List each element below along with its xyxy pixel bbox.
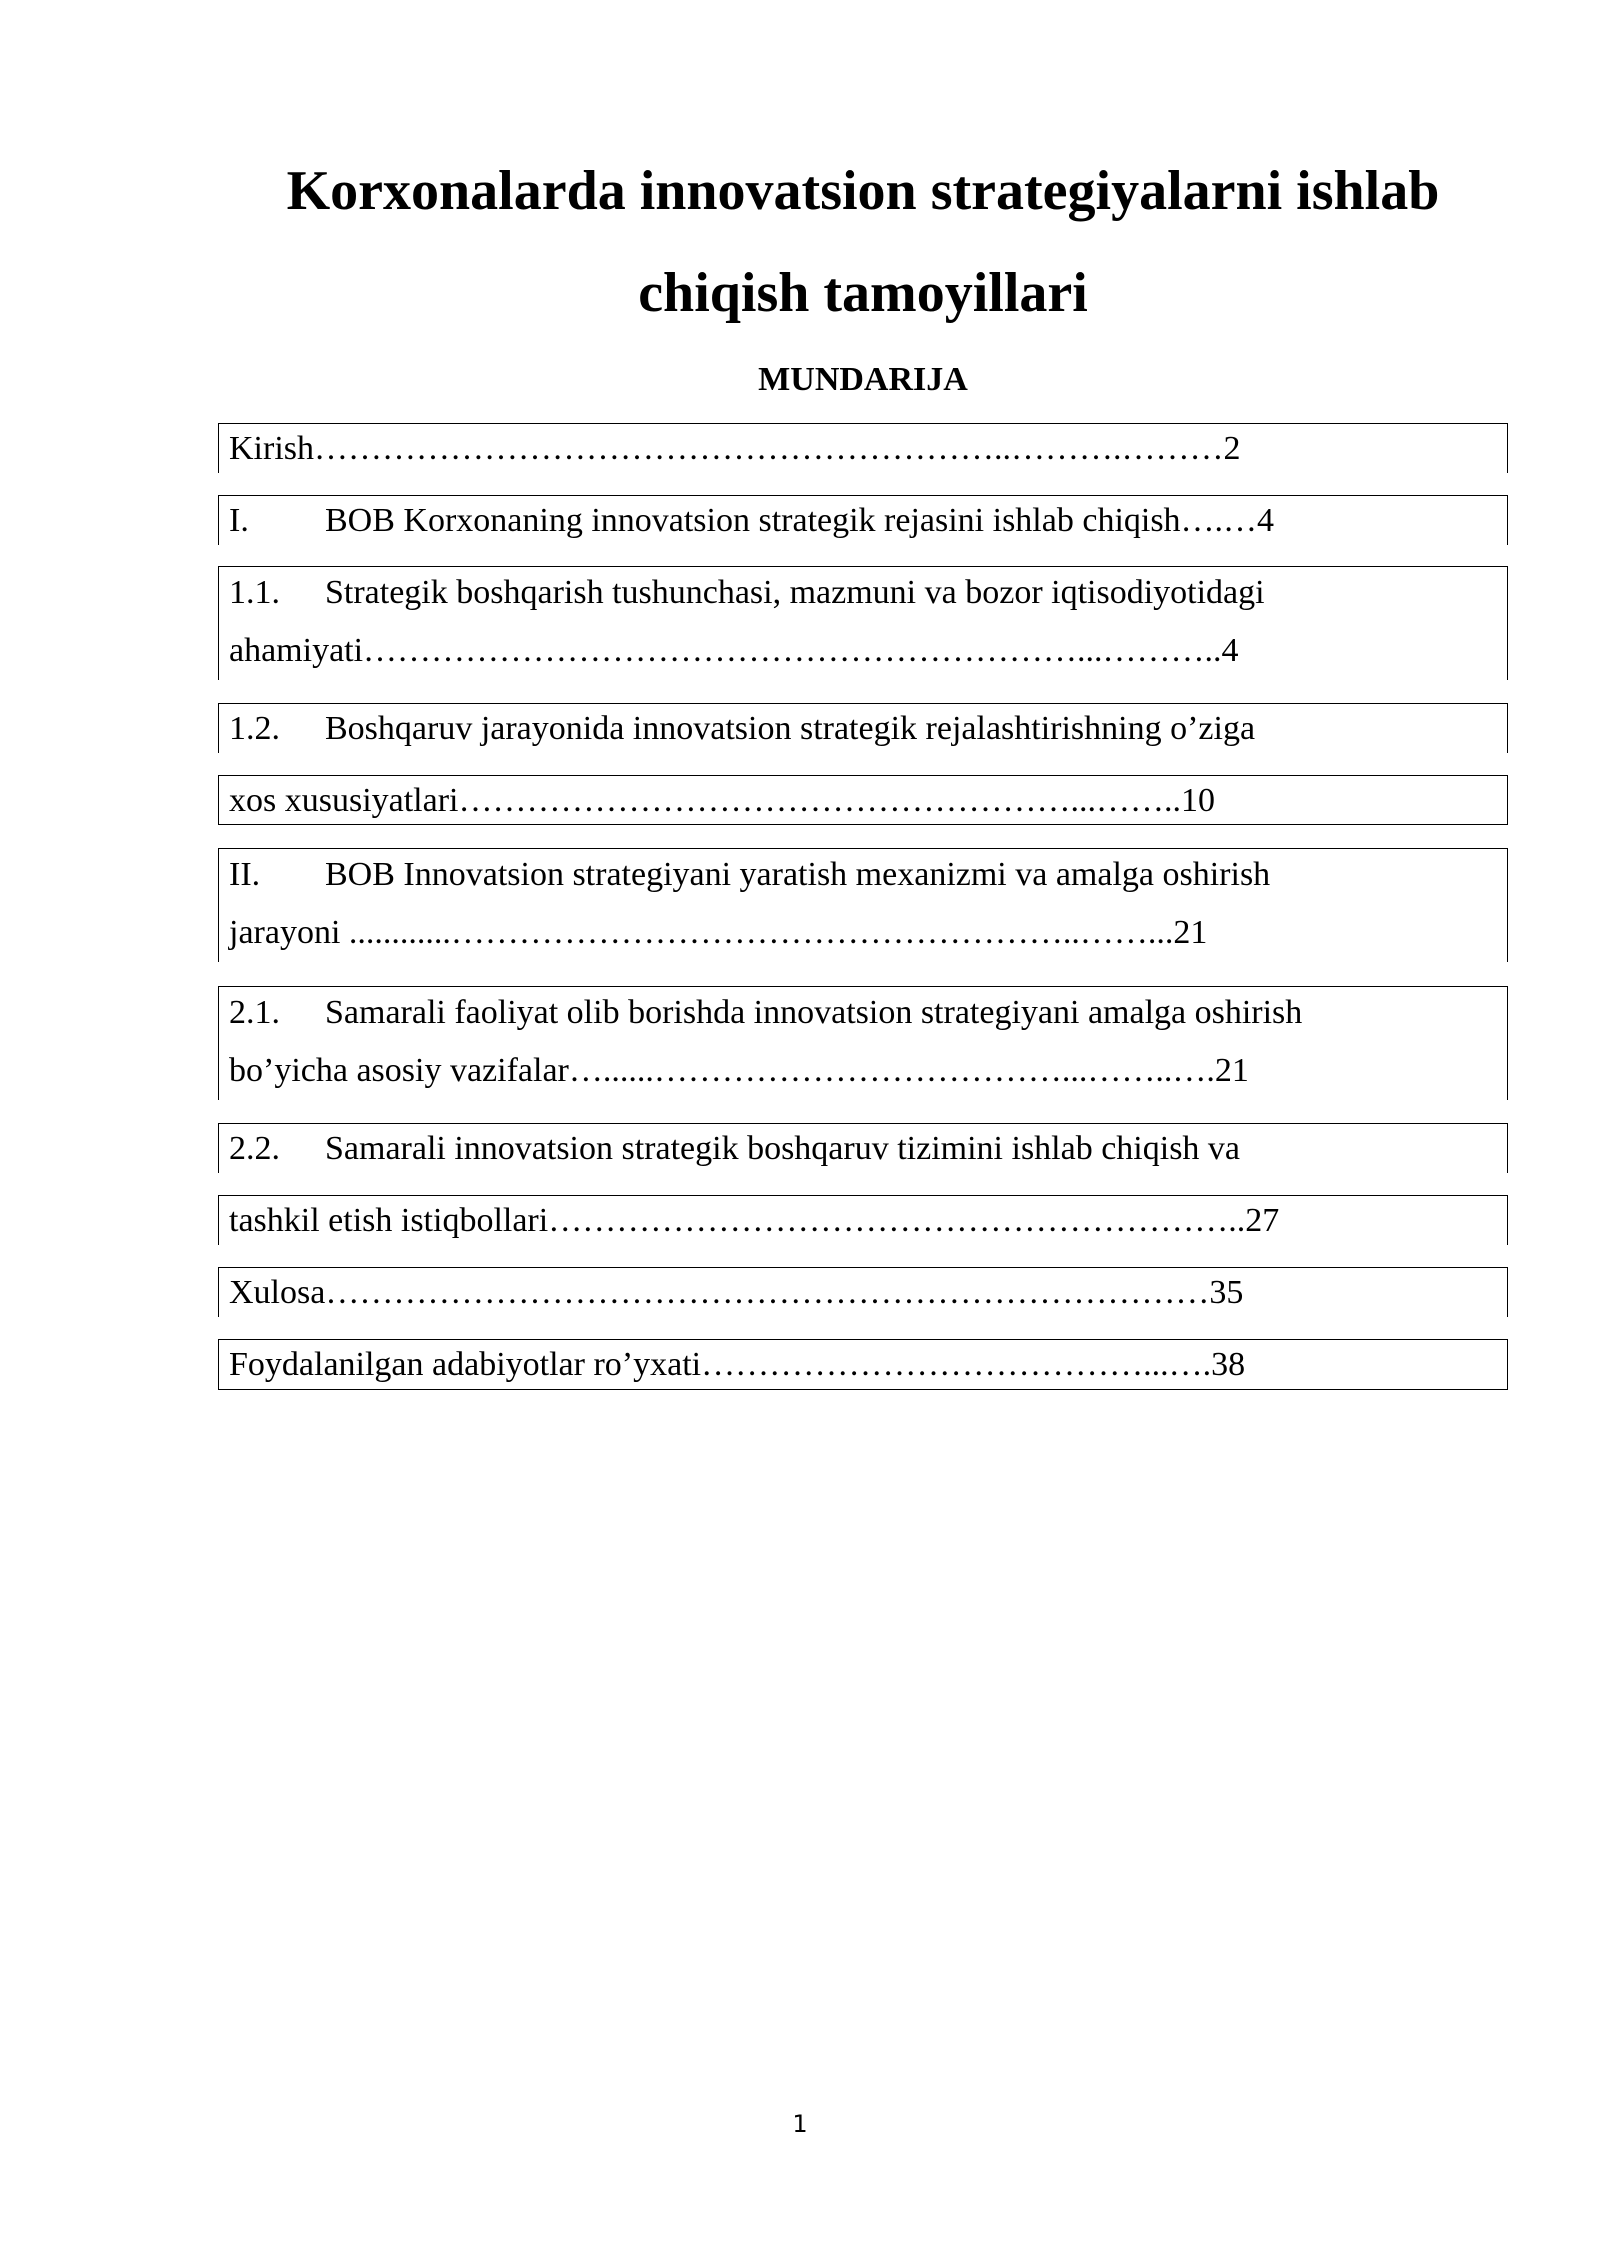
toc-entry-text: Xulosa……………………………………………………………………35 (229, 1274, 1244, 1311)
toc-entry-number: 1.2. (229, 710, 280, 747)
toc-entry-number: I. (229, 502, 249, 539)
toc-heading: MUNDARIJA (758, 361, 968, 398)
toc-entry-number: II. (229, 856, 261, 893)
toc-entry-2-2 (218, 1123, 1508, 1173)
toc-entry-text: xos xususiyatlari………………………………………………...……..10 (229, 782, 1215, 819)
toc-entry-text-continued: ahamiyati………………………………………………………...………..4 (229, 632, 1239, 669)
toc-entry-chapter-2 (218, 848, 1508, 962)
toc-entry-text: Foydalanilgan adabiyotlar ro’yxati…………………………………...….38 (229, 1346, 1246, 1383)
toc-entry-text: Samarali faoliyat olib borishda innovatsion strategiyani amalga oshirish (325, 994, 1303, 1031)
toc-entry-kirish (218, 423, 1508, 473)
toc-entry-xulosa (218, 1267, 1508, 1317)
toc-entry-text: Kirish……………………………………………………..……….………2 (229, 430, 1241, 467)
toc-entry-1-2 (218, 703, 1508, 753)
toc-entry-2-1 (218, 986, 1508, 1100)
toc-entry-2-2-continued (218, 1195, 1508, 1245)
page-number: 1 (792, 2110, 808, 2138)
toc-entry-text-continued: bo’yicha asosiy vazifalar…......………………………………...……..….21 (229, 1052, 1249, 1089)
toc-entry-bibliography (218, 1339, 1508, 1390)
title-line-1: Korxonalarda innovatsion strategiyalarni ishlab (286, 160, 1440, 222)
toc-entry-number: 1.1. (229, 574, 280, 611)
toc-entry-number: 2.2. (229, 1130, 280, 1167)
toc-entry-text: Boshqaruv jarayonida innovatsion strategik rejalashtirishning o’ziga (325, 710, 1256, 747)
toc-entry-text-continued: jarayoni ............………………………………………………..……...21 (229, 914, 1208, 951)
toc-entry-1-2-continued (218, 775, 1508, 825)
title-line-2: chiqish tamoyillari (638, 262, 1088, 324)
toc-entry-text: BOB Innovatsion strategiyani yaratish mexanizmi va amalga oshirish (325, 856, 1271, 893)
toc-entry-number: 2.1. (229, 994, 280, 1031)
toc-entry-chapter-1 (218, 495, 1508, 545)
document-title (218, 140, 1508, 344)
toc-entry-text: tashkil etish istiqbollari……………………………………………………..27 (229, 1202, 1280, 1239)
toc-entry-text: Samarali innovatsion strategik boshqaruv tizimini ishlab chiqish va (325, 1130, 1241, 1167)
toc-entry-1-1 (218, 566, 1508, 680)
toc-entry-text: BOB Korxonaning innovatsion strategik rejasini ishlab chiqish….…4 (325, 502, 1275, 539)
toc-entry-text: Strategik boshqarish tushunchasi, mazmuni va bozor iqtisodiyotidagi (325, 574, 1265, 611)
